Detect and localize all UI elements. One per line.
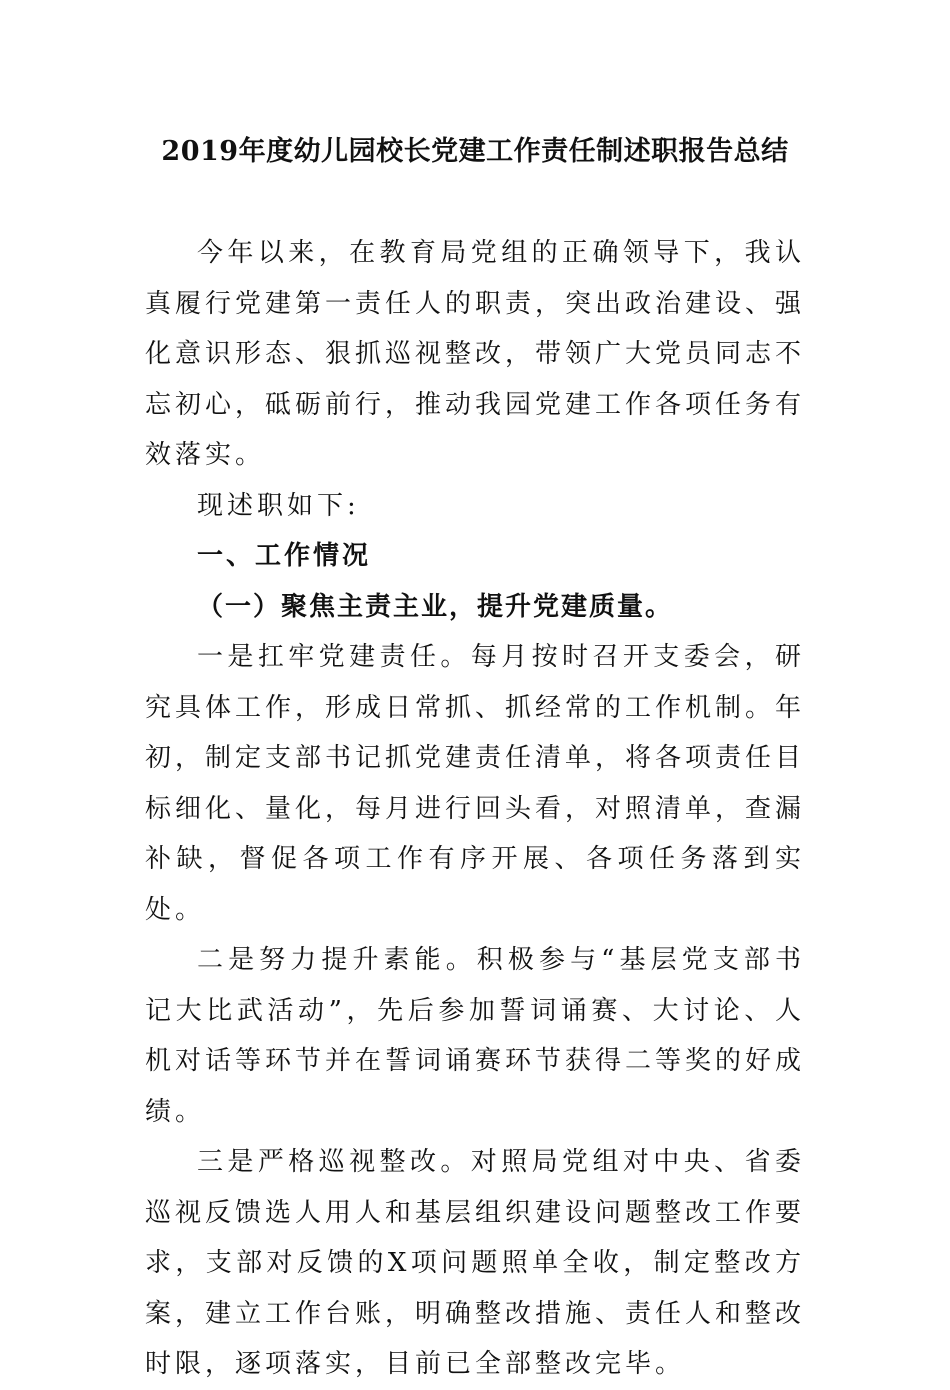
subsection-heading-focus: （一）聚焦主责主业，提升党建质量。 [197,591,674,622]
document-title: 2019年度幼儿园校长党建工作责任制述职报告总结 [161,136,789,167]
paragraph-report-lead: 现述职如下: [197,490,360,521]
paragraph-competence: 二是努力提升素能。积极参与“基层党支部书记大比武活动”，先后参加誓词诵赛、大讨论、人机对话等环节并在誓词诵赛环节获得二等奖的好成绩。 [145,945,806,1127]
document-body [145,228,805,1390]
paragraph-rectification: 三是严格巡视整改。对照局党组对中央、省委巡视反馈选人用人和基层组织建设问题整改工作要求，支部对反馈的X项问题照单全收，制定整改方案，建立工作台账，明确整改措施、责任人和整改时限，逐项落实，目前已全部整改完毕。 [145,1147,806,1379]
section-heading-work-status: 一、工作情况 [197,541,372,571]
paragraph-responsibility: 一是扛牢党建责任。每月按时召开支委会，研究具体工作，形成日常抓、抓经常的工作机制。年初，制定支部书记抓党建责任清单，将各项责任目标细化、量化，每月进行回头看，对照清单，查漏补缺，督促各项工作有序开展、各项任务落到实处。 [145,642,806,925]
paragraph-intro: 今年以来，在教育局党组的正确领导下，我认真履行党建第一责任人的职责，突出政治建设、强化意识形态、狠抓巡视整改，带领广大党员同志不忘初心，砥砺前行，推动我园党建工作各项任务有效落实。 [145,238,806,470]
